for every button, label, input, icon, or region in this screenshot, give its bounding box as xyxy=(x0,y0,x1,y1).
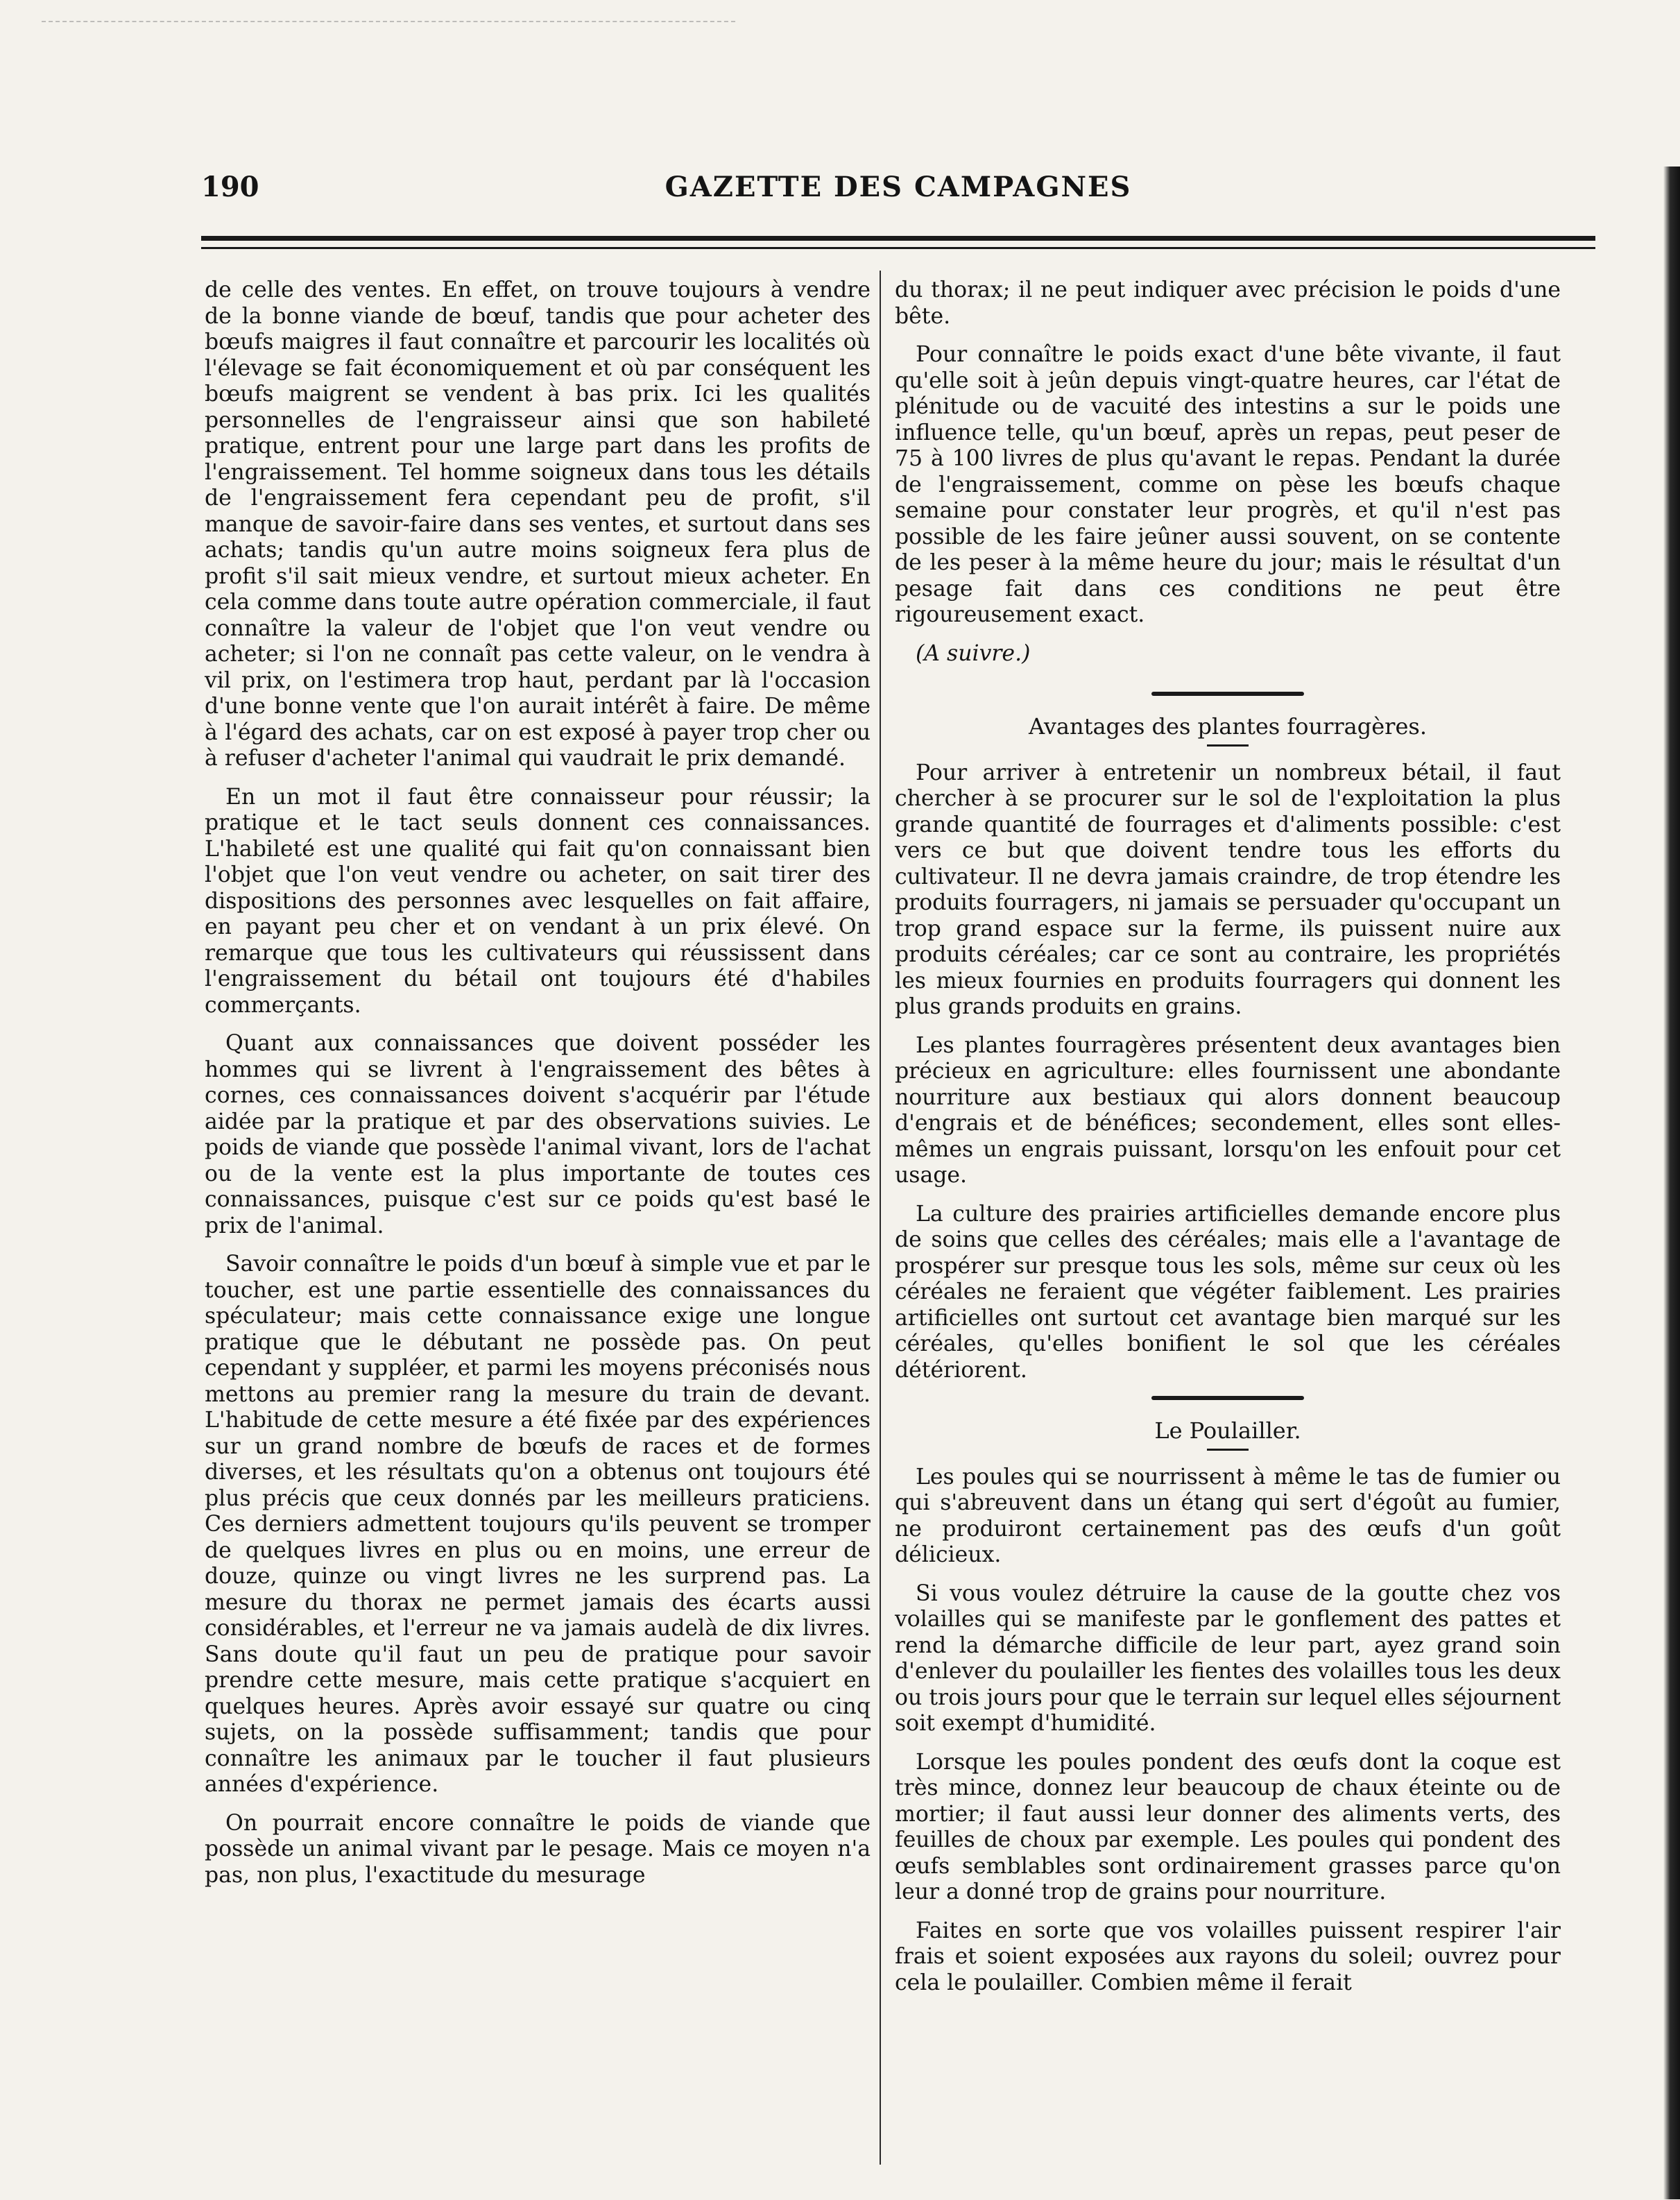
header-rule-thick xyxy=(201,236,1595,241)
paragraph: Pour connaître le poids exact d'une bête vivante, il faut qu'elle soit à jeûn depuis vingt-quatre heures, car l'état de plénitude ou de vacuité des intestins a sur le poids une influence telle, qu'un bœuf, après un repas, peut peser de 75 à 100 livres de plus qu'avant le repas. Pendant la durée de l'engraissement, comme on pèse les bœufs chaque semaine pour constater leur progrès, et qu'il n'est pas possible de les faire jeûner aussi souvent, on se contente de les peser à la même heure du jour; mais le résultat d'un pesage fait dans ces conditions ne peut être rigoureusement exact. xyxy=(895,342,1561,627)
paragraph: du thorax; il ne peut indiquer avec précision le poids d'une bête. xyxy=(895,278,1561,329)
page-header xyxy=(194,171,1602,212)
title-underline xyxy=(1207,1449,1249,1451)
scan-noise xyxy=(42,21,735,43)
section-separator xyxy=(1151,692,1304,696)
paragraph: Pour arriver à entretenir un nombreux bétail, il faut chercher à se procurer sur le sol de l'exploitation la plus grande quantité de fourrages et d'aliments possible: c'est vers ce but que doivent tendre tous les efforts du cultivateur. Il ne devra jamais craindre, de trop étendre les produits fourragers, ni jamais se persuader qu'occupant un trop grand espace sur la ferme, ils puissent nuire aux produits céréales; car ce sont au contraire, les propriétés les mieux fournies en produits fourragers qui donnent les plus grands produits en grains. xyxy=(895,760,1561,1019)
left-column xyxy=(205,278,871,1901)
paragraph: On pourrait encore connaître le poids de viande que possède un animal vivant par le pesage. Mais ce moyen n'a pas, non plus, l'exactitude du mesurage xyxy=(205,1810,871,1888)
paragraph: Savoir connaître le poids d'un bœuf à simple vue et par le toucher, est une partie essentielle des connaissances du spéculateur; mais cette connaissance exige une longue pratique que le débutant ne possède pas. On peut cependant y suppléer, et parmi les moyens préconisés nous mettons au premier rang la mesure du train de devant. L'habitude de cette mesure a été fixée par des expériences sur un grand nombre de bœufs de races et de formes diverses, et les résultats qu'on a obtenus ont toujours été plus précis que ceux donnés par les meilleurs praticiens. Ces derniers admettent toujours qu'ils peuvent se tromper de quelques livres en plus ou en moins, une erreur de douze, quinze ou vingt livres ne les surprend pas. La mesure du thorax ne permet jamais des écarts aussi considérables, et l'erreur ne va jamais audelà de dix livres. Sans doute qu'il faut un peu de pratique pour savoir prendre cette mesure, mais cette pratique s'acquiert en quelques heures. Après avoir essayé sur quatre ou cinq sujets, on la possède suffisamment; tandis que pour connaître les animaux par le toucher il faut plusieurs années d'expérience. xyxy=(205,1252,871,1797)
paragraph: Faites en sorte que vos volailles puissent respirer l'air frais et soient exposées aux rayons du soleil; ouvrez pour cela le poulailler. Combien même il ferait xyxy=(895,1918,1561,1995)
paragraph: En un mot il faut être connaisseur pour réussir; la pratique et le tact seuls donnent ces connaissances. L'habileté est une qualité qui fait qu'on connaissant bien l'objet que l'on veut vendre ou acheter, on sait tirer des dispositions des personnes avec lesquelles on fait affaire, en payant peu cher et on vendant à un prix élevé. On remarque que tous les cultivateurs qui réussissent dans l'engraissement du bétail ont toujours été d'habiles commerçants. xyxy=(205,784,871,1018)
paragraph: Si vous voulez détruire la cause de la goutte chez vos volailles qui se manifeste par le gonflement des pattes et rend la démarche difficile de leur part, ayez grand soin d'enlever du poulailler les fientes des volailles tous les deux ou trois jours pour que le terrain sur lequel elles séjournent soit exempt d'humidité. xyxy=(895,1580,1561,1736)
a-suivre: (A suivre.) xyxy=(916,640,1031,666)
section-title-poulailler: Le Poulailler. xyxy=(1154,1417,1301,1444)
section-title-fourrageres: Avantages des plantes fourragères. xyxy=(1029,713,1427,740)
title-underline xyxy=(1207,744,1249,747)
paragraph: Les plantes fourragères présentent deux avantages bien précieux en agriculture: elles fournissent une abondante nourriture aux bestiaux qui alors donnent beaucoup d'engrais et de bénéfices; secondement, elles sont elles-mêmes un engrais puissant, lorsqu'on les enfouit pour cet usage. xyxy=(895,1032,1561,1188)
paragraph: Les poules qui se nourrissent à même le tas de fumier ou qui s'abreuvent dans un étang qui sert d'égoût au fumier, ne produiront certainement pas des œufs d'un goût délicieux. xyxy=(895,1464,1561,1567)
paragraph: Quant aux connaissances que doivent posséder les hommes qui se livrent à l'engraissement des bêtes à cornes, ces connaissances doivent s'acquérir par l'étude aidée par la pratique et par des observations suivies. Le poids de viande que possède l'animal vivant, lors de l'achat ou de la vente est la plus importante de toutes ces connaissances, puisque c'est sur ce poids qu'est basé le prix de l'animal. xyxy=(205,1031,871,1238)
paragraph: La culture des prairies artificielles demande encore plus de soins que celles des céréales; mais elle a l'avantage de prospérer sur presque tous les sols, même sur ceux où les céréales ne feraient que végéter faiblement. Les prairies artificielles ont surtout cet avantage bien marqué sur les céréales, qu'elles bonifient le sol que les céréales détériorent. xyxy=(895,1201,1561,1383)
header-rule-thin xyxy=(201,247,1595,249)
page-number: 190 xyxy=(201,171,259,203)
paragraph: de celle des ventes. En effet, on trouve toujours à vendre de la bonne viande de bœuf, tandis que pour acheter des bœufs maigres il faut connaître et parcourir les localités où l'élevage se fait économiquement et où par conséquent les bœufs maigrent se vendent à bas prix. Ici les qualités personnelles de l'engraisseur ainsi que son habileté pratique, entrent pour une large part dans les profits de l'engraissement. Tel homme soigneux dans tous les détails de l'engraissement fera cependant peu de profit, s'il manque de savoir-faire dans ses ventes, et surtout dans ses achats; tandis qu'un autre moins soigneux fera plus de profit s'il sait mieux vendre, et surtout mieux acheter. En cela comme dans toute autre opération commerciale, il faut connaître la valeur de l'objet que l'on veut vendre ou acheter; si l'on ne connaît pas cette valeur, on le vendra à vil prix, on l'estimera trop haut, perdant par là l'occasion d'une bonne vente que l'on aurait intérêt à faire. De même à l'égard des achats, car on est exposé à payer trop cher ou à refuser d'acheter l'animal qui vaudrait le prix demandé. xyxy=(205,278,871,771)
binding-edge xyxy=(1663,167,1680,2199)
running-title: GAZETTE DES CAMPAGNES xyxy=(665,171,1132,203)
paragraph: Lorsque les poules pondent des œufs dont la coque est très mince, donnez leur beaucoup de chaux éteinte ou de mortier; il faut aussi leur donner des aliments verts, des feuilles de choux par exemple. Les poules qui pondent des œufs semblables sont ordinairement grasses parce qu'on leur a donné trop de grains pour nourriture. xyxy=(895,1749,1561,1904)
section-separator xyxy=(1151,1396,1304,1400)
right-column xyxy=(895,278,1561,2009)
column-divider xyxy=(880,271,881,2165)
